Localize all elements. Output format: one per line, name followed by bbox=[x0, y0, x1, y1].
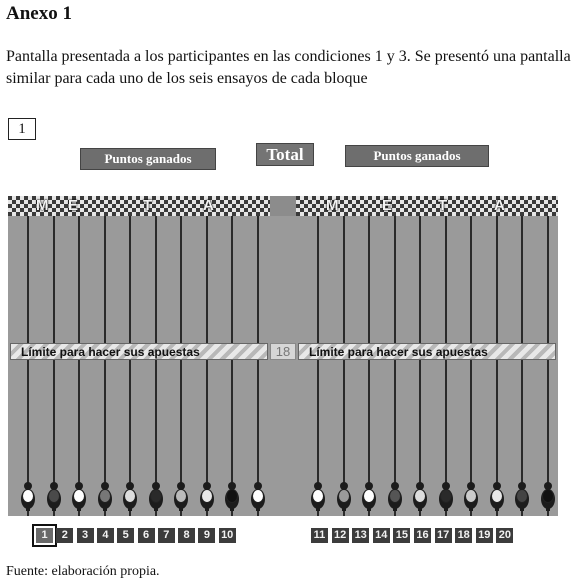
horse-button-15[interactable]: 15 bbox=[393, 528, 410, 543]
horse-button-7[interactable]: 7 bbox=[158, 528, 175, 543]
horse-button-12[interactable]: 12 bbox=[332, 528, 349, 543]
horse-button-9[interactable]: 9 bbox=[198, 528, 215, 543]
horse-6-icon bbox=[147, 479, 165, 511]
finish-letter-left: M bbox=[36, 197, 49, 214]
horse-button-10[interactable]: 10 bbox=[219, 528, 236, 543]
horse-12-icon bbox=[335, 479, 353, 511]
panel-number: 1 bbox=[8, 118, 36, 140]
race-track bbox=[8, 196, 558, 516]
horse-20-icon bbox=[539, 479, 557, 511]
horse-17-icon bbox=[462, 479, 480, 511]
horse-19-icon bbox=[513, 479, 531, 511]
horse-button-18[interactable]: 18 bbox=[455, 528, 472, 543]
figure-caption: Pantalla presentada a los participantes en las condiciones 1 y 3. Se presentó una pantalla similar para cada uno de los seis ensayos de cada bloque bbox=[6, 48, 571, 87]
finish-letter-right: T bbox=[438, 197, 448, 214]
horse-4-icon bbox=[96, 479, 114, 511]
figure-source: Fuente: elaboración propia. bbox=[6, 564, 160, 579]
horse-button-8[interactable]: 8 bbox=[178, 528, 195, 543]
track-divider bbox=[270, 196, 296, 216]
horse-1-icon bbox=[19, 479, 37, 511]
betting-limit-value: 18 bbox=[270, 343, 296, 360]
horse-button-20[interactable]: 20 bbox=[496, 528, 513, 543]
horse-button-2[interactable]: 2 bbox=[56, 528, 73, 543]
horse-14-icon bbox=[386, 479, 404, 511]
horse-16-icon bbox=[437, 479, 455, 511]
horse-button-11[interactable]: 11 bbox=[311, 528, 328, 543]
horse-button-3[interactable]: 3 bbox=[77, 528, 94, 543]
horse-9-icon bbox=[223, 479, 241, 511]
horse-button-17[interactable]: 17 bbox=[435, 528, 452, 543]
finish-letter-left: E bbox=[68, 197, 79, 214]
finish-letter-right: A bbox=[494, 197, 505, 214]
horse-button-5[interactable]: 5 bbox=[117, 528, 134, 543]
betting-limit-bar-right: Límite para hacer sus apuestas bbox=[298, 343, 556, 360]
horse-8-icon bbox=[198, 479, 216, 511]
horse-button-19[interactable]: 19 bbox=[476, 528, 493, 543]
points-earned-right: Puntos ganados bbox=[345, 145, 489, 167]
annex-heading: Anexo 1 bbox=[6, 3, 72, 24]
horse-18-icon bbox=[488, 479, 506, 511]
horse-5-icon bbox=[121, 479, 139, 511]
horse-11-icon bbox=[309, 479, 327, 511]
finish-letter-left: A bbox=[203, 197, 214, 214]
horse-2-icon bbox=[45, 479, 63, 511]
finish-letter-left: T bbox=[143, 197, 153, 214]
horse-button-16[interactable]: 16 bbox=[414, 528, 431, 543]
horse-13-icon bbox=[360, 479, 378, 511]
betting-limit-bar-left: Límite para hacer sus apuestas bbox=[10, 343, 268, 360]
horse-button-6[interactable]: 6 bbox=[138, 528, 155, 543]
horse-button-14[interactable]: 14 bbox=[373, 528, 390, 543]
horse-10-icon bbox=[249, 479, 267, 511]
horse-button-13[interactable]: 13 bbox=[352, 528, 369, 543]
horse-button-4[interactable]: 4 bbox=[97, 528, 114, 543]
horse-3-icon bbox=[70, 479, 88, 511]
total-label: Total bbox=[256, 143, 314, 166]
horse-7-icon bbox=[172, 479, 190, 511]
horse-button-1[interactable]: 1 bbox=[36, 528, 53, 543]
finish-letter-right: M bbox=[326, 197, 339, 214]
finish-letter-right: E bbox=[382, 197, 393, 214]
points-earned-left: Puntos ganados bbox=[80, 148, 216, 170]
horse-15-icon bbox=[411, 479, 429, 511]
